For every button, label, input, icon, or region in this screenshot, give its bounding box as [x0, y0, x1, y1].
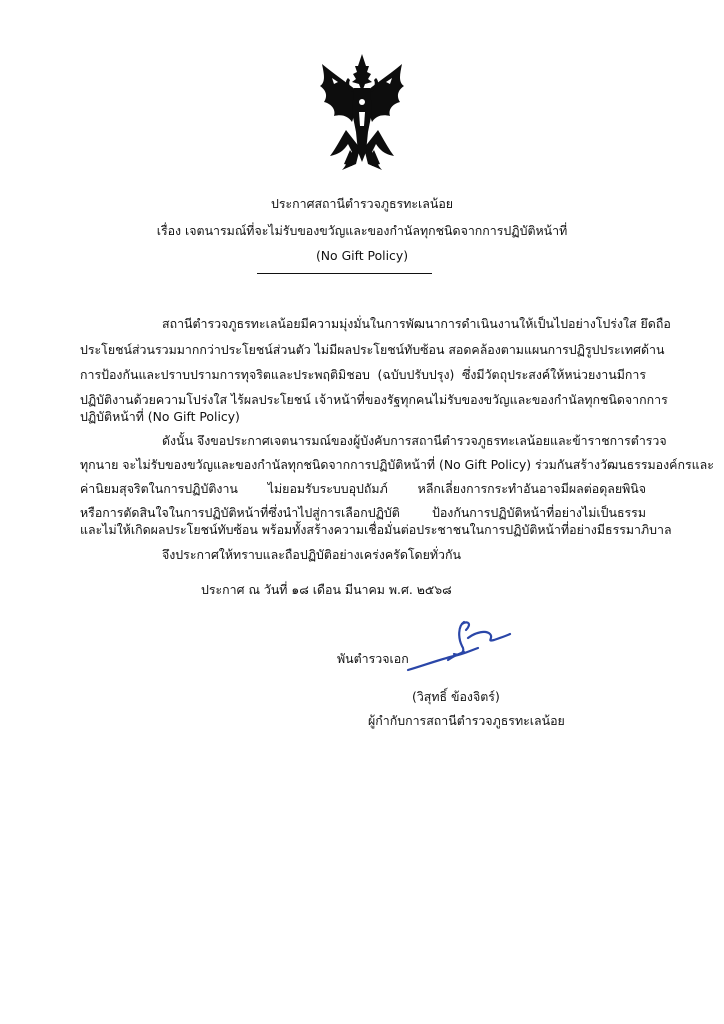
paragraph-2-line: และไม่ให้เกิดผลประโยชน์ทับซ้อน พร้อมทั้งสร้างความเชื่อมั่นต่อประชาชนในการปฏิบัติหน้าที่อย่างมีธรรมาภิบาล	[80, 522, 672, 537]
paragraph-1-line: ปฏิบัติงานด้วยความโปร่งใส ไร้ผลประโยชน์ เจ้าหน้าที่ของรัฐทุกคนไม่รับของขวัญและของกำนัลทุกชนิดจากการ	[80, 392, 668, 407]
signer-rank: พันตำรวจเอก	[337, 651, 409, 666]
policy-name: (No Gift Policy)	[315, 248, 409, 263]
announcement-date: ประกาศ ณ วันที่ ๑๘ เดือน มีนาคม พ.ศ. ๒๕๖๘	[201, 582, 452, 597]
signature-icon	[402, 616, 514, 676]
signer-name: (วิสุทธิ์ ข้องจิตร์)	[412, 689, 500, 704]
paragraph-2-line: ทุกนาย จะไม่รับของขวัญและของกำนัลทุกชนิดจากการปฏิบัติหน้าที่ (No Gift Policy) ร่วมกันสร้างวัฒนธรรมองค์กรและ	[80, 457, 714, 472]
announcement-subject: เรื่อง เจตนารมณ์ที่จะไม่รับของขวัญและของกำนัลทุกชนิดจากการปฏิบัติหน้าที่	[156, 223, 568, 238]
paragraph-1-line: สถานีตำรวจภูธรทะเลน้อยมีความมุ่งมั่นในการพัฒนาการดำเนินงานให้เป็นไปอย่างโปร่งใส ยึดถือ	[162, 316, 671, 331]
paragraph-1-line: การป้องกันและปราบปรามการทุจริตและประพฤติมิชอบ (ฉบับปรับปรุง) ซึ่งมีวัตถุประสงค์ให้หน่วยงานมีการ	[80, 367, 646, 382]
paragraph-2-line: หรือการตัดสินใจในการปฏิบัติหน้าที่ซึ่งนำไปสู่การเลือกปฏิบัติ ป้องกันการปฏิบัติหน้าที่อย่างไม่เป็นธรรม	[80, 505, 646, 520]
garuda-emblem-icon	[312, 52, 412, 174]
header-divider	[257, 273, 432, 274]
paragraph-2-line: ดังนั้น จึงขอประกาศเจตนารมณ์ของผู้บังคับการสถานีตำรวจภูธรทะเลน้อยและข้าราชการตำรวจ	[162, 433, 667, 448]
signer-position: ผู้กำกับการสถานีตำรวจภูธรทะเลน้อย	[368, 713, 565, 728]
paragraph-1-line: ประโยชน์ส่วนรวมมากกว่าประโยชน์ส่วนตัว ไม่มีผลประโยชน์ทับซ้อน สอดคล้องตามแผนการปฏิรูปประเทศด้าน	[80, 342, 665, 357]
announce-line: จึงประกาศให้ทราบและถือปฏิบัติอย่างเคร่งครัดโดยทั่วกัน	[162, 547, 461, 562]
announcement-issuer: ประกาศสถานีตำรวจภูธรทะเลน้อย	[270, 196, 454, 211]
paragraph-2-line: ค่านิยมสุจริตในการปฏิบัติงาน ไม่ยอมรับระบบอุปถัมภ์ หลีกเลี่ยงการกระทำอันอาจมีผลต่อดุลยพินิจ	[80, 481, 646, 496]
paragraph-1-line: ปฏิบัติหน้าที่ (No Gift Policy)	[80, 409, 240, 424]
